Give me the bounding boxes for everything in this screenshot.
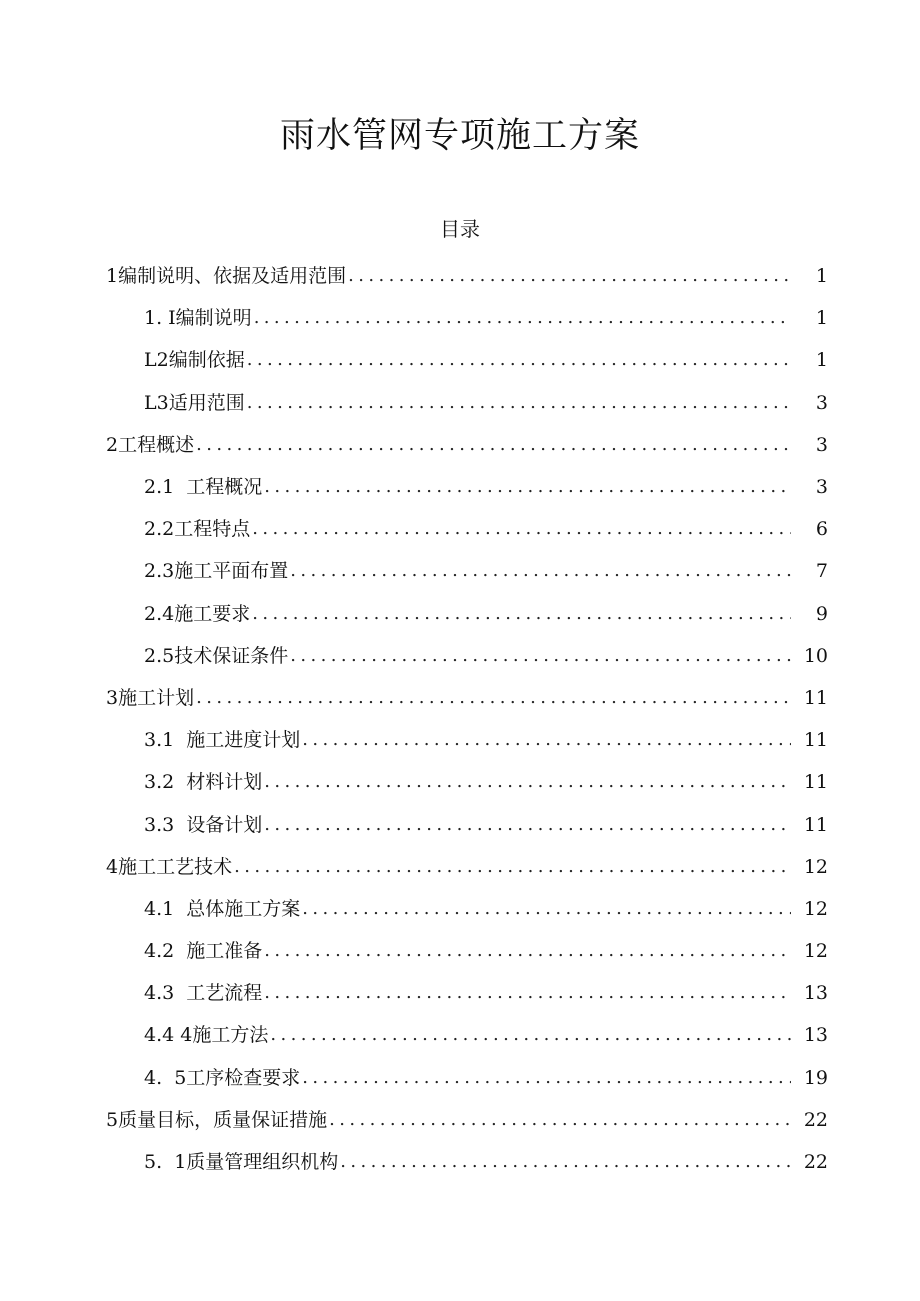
toc-entry[interactable]	[0, 297, 920, 339]
toc-entry-page-number: 7	[815, 560, 828, 583]
toc-dot-leader	[302, 727, 791, 753]
toc-dot-leader	[252, 601, 791, 627]
toc-entry-label: 4. 5工序检查要求	[144, 1066, 301, 1089]
toc-entry-page-number: 3	[815, 476, 828, 499]
toc-dot-leader	[348, 263, 791, 289]
toc-entry-label: 2.2工程特点	[144, 518, 251, 541]
toc-entry-label: L3适用范围	[144, 391, 245, 414]
toc-entry-page-number: 19	[803, 1066, 828, 1089]
toc-dot-leader	[340, 1149, 791, 1175]
toc-entry-page-number: 1	[815, 349, 828, 372]
toc-entry-page-number: 6	[815, 518, 828, 541]
toc-entry-label: 3.2 材料计划	[144, 771, 263, 794]
toc-entry-label: 4施工工艺技术	[106, 855, 233, 878]
toc-dot-leader	[252, 516, 791, 542]
toc-entry[interactable]	[0, 508, 920, 550]
toc-dot-leader	[270, 1022, 791, 1048]
toc-entry-page-number: 12	[803, 897, 828, 920]
toc-entry-page-number: 11	[803, 729, 828, 752]
toc-entry[interactable]	[0, 803, 920, 845]
toc-dot-leader	[302, 896, 791, 922]
toc-entry[interactable]	[0, 846, 920, 888]
toc-entry-label: 4.4 4施工方法	[144, 1024, 269, 1047]
toc-entry-page-number: 3	[815, 433, 828, 456]
toc-dot-leader	[264, 812, 791, 838]
toc-entry[interactable]	[0, 255, 920, 297]
toc-entry[interactable]	[0, 382, 920, 424]
toc-entry-label: 2.1 工程概况	[144, 476, 263, 499]
toc-entry-label: L2编制依据	[144, 349, 245, 372]
toc-entry-label: 1. I编制说明	[144, 307, 252, 330]
toc-entry[interactable]	[0, 1141, 920, 1183]
toc-dot-leader	[329, 1107, 791, 1133]
toc-entry-label: 4.3 工艺流程	[144, 982, 263, 1005]
toc-entry-label: 3施工计划	[106, 686, 195, 709]
toc-entry[interactable]	[0, 424, 920, 466]
toc-entry[interactable]	[0, 761, 920, 803]
toc-entry-label: 2.4施工要求	[144, 602, 251, 625]
toc-entry-label: 2工程概述	[106, 433, 195, 456]
toc-entry-page-number: 11	[803, 813, 828, 836]
toc-dot-leader	[196, 432, 791, 458]
toc-entry-page-number: 22	[803, 1151, 828, 1174]
toc-dot-leader	[264, 980, 791, 1006]
table-of-contents	[0, 255, 920, 1183]
toc-entry-page-number: 9	[815, 602, 828, 625]
toc-dot-leader	[290, 558, 791, 584]
toc-dot-leader	[264, 769, 791, 795]
document-title: 雨水管网专项施工方案	[279, 116, 640, 156]
toc-entry[interactable]	[0, 593, 920, 635]
toc-entry[interactable]	[0, 339, 920, 381]
toc-heading: 目录	[440, 217, 480, 241]
toc-entry-page-number: 11	[803, 686, 828, 709]
toc-entry-label: 1编制说明、依据及适用范围	[106, 265, 347, 288]
toc-entry-label: 3.3 设备计划	[144, 813, 263, 836]
toc-entry[interactable]	[0, 972, 920, 1014]
toc-entry-page-number: 13	[803, 982, 828, 1005]
toc-entry-label: 4.1 总体施工方案	[144, 897, 301, 920]
toc-entry-page-number: 3	[815, 391, 828, 414]
toc-entry-label: 5质量目标，质量保证措施	[106, 1108, 328, 1131]
toc-entry-page-number: 11	[803, 771, 828, 794]
toc-entry-label: 2.3施工平面布置	[144, 560, 289, 583]
toc-entry-page-number: 10	[803, 644, 828, 667]
toc-entry-label: 3.1 施工进度计划	[144, 729, 301, 752]
toc-dot-leader	[247, 390, 791, 416]
toc-dot-leader	[247, 347, 791, 373]
toc-entry-page-number: 12	[803, 855, 828, 878]
toc-entry-page-number: 13	[803, 1024, 828, 1047]
toc-entry[interactable]	[0, 677, 920, 719]
toc-entry-page-number: 1	[815, 265, 828, 288]
toc-dot-leader	[302, 1065, 791, 1091]
toc-entry[interactable]	[0, 930, 920, 972]
toc-entry[interactable]	[0, 1099, 920, 1141]
toc-dot-leader	[196, 685, 791, 711]
toc-entry-label: 2.5技术保证条件	[144, 644, 289, 667]
toc-entry[interactable]	[0, 1057, 920, 1099]
toc-entry-page-number: 12	[803, 940, 828, 963]
toc-entry-page-number: 22	[803, 1108, 828, 1131]
toc-entry[interactable]	[0, 888, 920, 930]
toc-entry[interactable]	[0, 550, 920, 592]
toc-entry-page-number: 1	[815, 307, 828, 330]
toc-entry[interactable]	[0, 719, 920, 761]
toc-entry[interactable]	[0, 466, 920, 508]
toc-entry[interactable]	[0, 635, 920, 677]
toc-entry-label: 4.2 施工准备	[144, 940, 263, 963]
toc-dot-leader	[264, 474, 791, 500]
toc-entry[interactable]	[0, 1014, 920, 1056]
toc-dot-leader	[254, 305, 791, 331]
toc-entry-label: 5. 1质量管理组织机构	[144, 1151, 339, 1174]
toc-dot-leader	[290, 643, 791, 669]
toc-dot-leader	[234, 854, 791, 880]
toc-dot-leader	[264, 938, 791, 964]
